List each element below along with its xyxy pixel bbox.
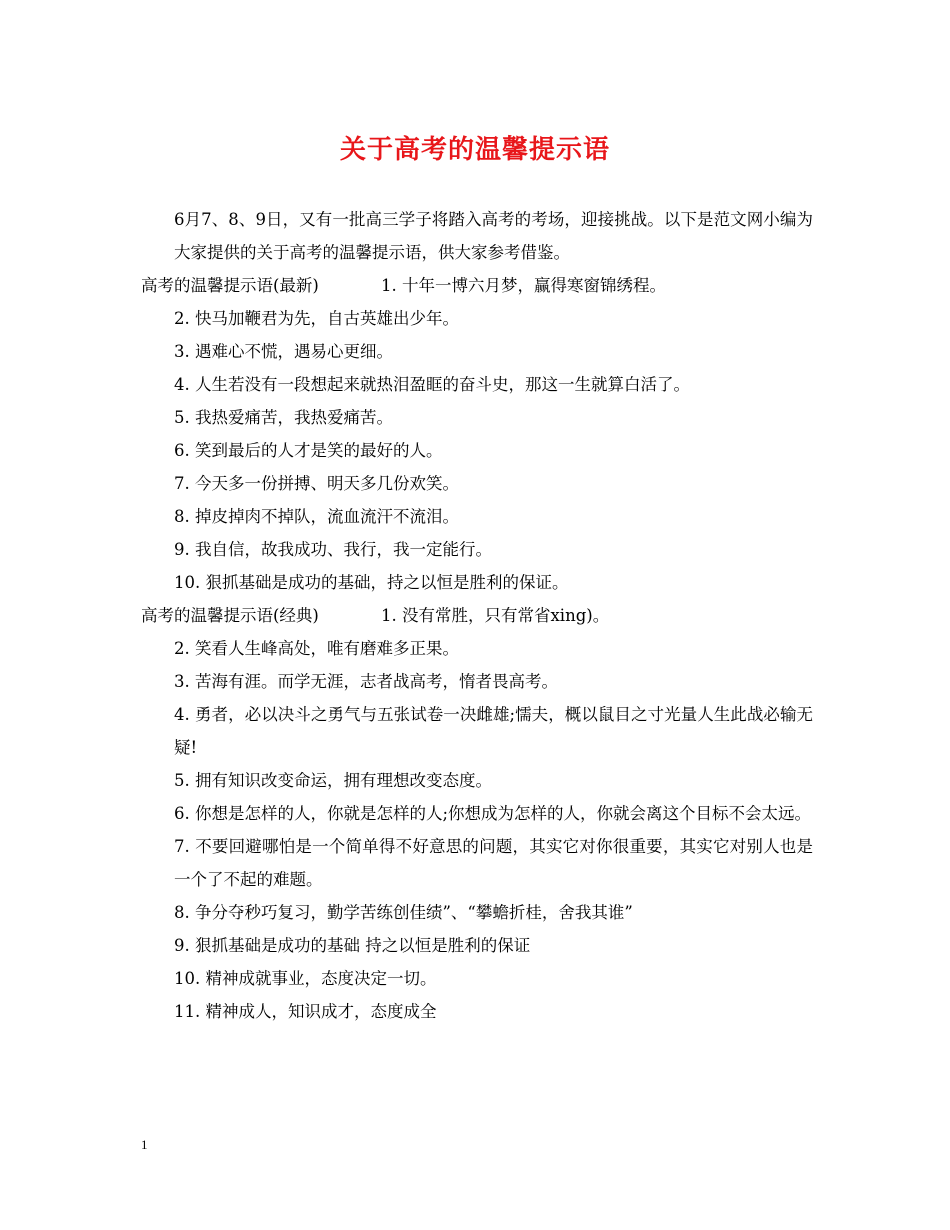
list-item: 4. 人生若没有一段想起来就热泪盈眶的奋斗史，那这一生就算白活了。 (174, 375, 690, 394)
list-item: 5. 我热爱痛苦，我热爱痛苦。 (174, 408, 393, 427)
list-item: 1. 十年一博六月梦，赢得寒窗锦绣程。 (381, 276, 666, 295)
list-item: 2. 快马加鞭君为先，自古英雄出少年。 (174, 309, 459, 328)
document-title: 关于高考的温馨提示语 (339, 135, 610, 165)
intro-paragraph: 6月7、8、9日，又有一批高三学子将踏入高考的考场，迎接挑战。以下是范文网小编为大家提供的关于高考的温馨提示语，供大家参考借鉴。 (174, 210, 813, 262)
section-line-latest (141, 269, 813, 302)
list-item: 2. 笑看人生峰高处，唯有磨难多正果。 (174, 639, 459, 658)
list-item: 7. 不要回避哪怕是一个简单得不好意思的问题，其实它对你很重要，其实它对别人也是一个了不起的难题。 (174, 837, 813, 889)
list-item: 11. 精神成人，知识成才，态度成全 (174, 1002, 437, 1021)
list-item: 3. 苦海有涯。而学无涯，志者战高考，惰者畏高考。 (174, 672, 558, 691)
list-item: 10. 精神成就事业，态度决定一切。 (174, 969, 437, 988)
list-item: 6. 笑到最后的人才是笑的最好的人。 (174, 441, 443, 460)
list-item: 8. 掉皮掉肉不掉队，流血流汗不流泪。 (174, 507, 459, 526)
list-item: 3. 遇难心不慌，遇易心更细。 (174, 342, 393, 361)
list-item: 7. 今天多一份拼搏、明天多几份欢笑。 (174, 474, 459, 493)
section-heading-latest: 高考的温馨提示语(最新) (141, 276, 319, 295)
list-item: 6. 你想是怎样的人，你就是怎样的人;你想成为怎样的人，你就会离这个目标不会太远。 (174, 804, 812, 823)
list-item: 9. 我自信，故我成功、我行，我一定能行。 (174, 540, 492, 559)
list-item: 5. 拥有知识改变命运，拥有理想改变态度。 (174, 771, 492, 790)
section-line-classic (141, 599, 813, 632)
section-heading-classic: 高考的温馨提示语(经典) (141, 606, 319, 625)
list-item: 1. 没有常胜，只有常省xing)。 (381, 606, 610, 625)
list-item: 8. 争分夺秒巧复习，勤学苦练创佳绩”、“攀蟾折桂，舍我其谁” (174, 903, 633, 922)
page-number: 1 (141, 1137, 148, 1152)
list-item: 10. 狠抓基础是成功的基础，持之以恒是胜利的保证。 (174, 573, 569, 592)
document-body (141, 203, 813, 1028)
list-item: 9. 狠抓基础是成功的基础 持之以恒是胜利的保证 (174, 936, 531, 955)
list-item: 4. 勇者，必以决斗之勇气与五张试卷一决雌雄;懦夫，概以鼠目之寸光量人生此战必输无疑! (174, 705, 813, 757)
